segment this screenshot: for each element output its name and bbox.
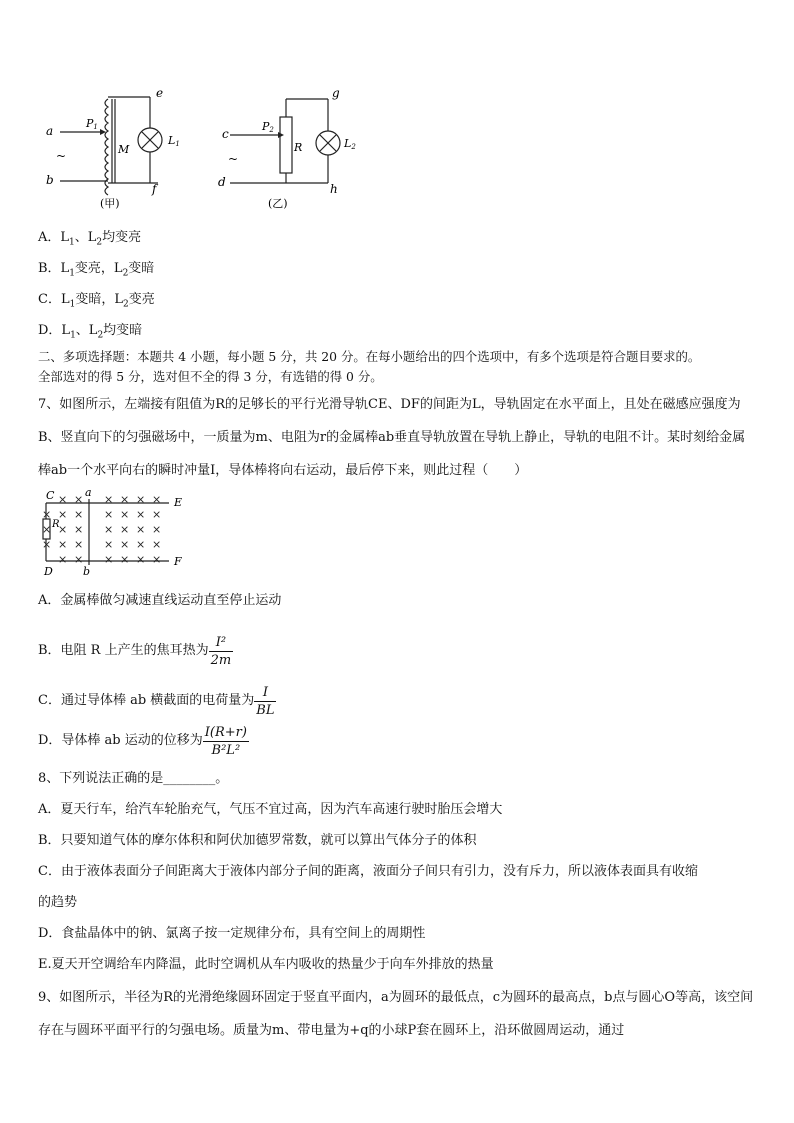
circuit-yi: [230, 99, 340, 183]
label-d: D: [44, 565, 53, 578]
q7-option-b: B．电阻 R 上产生的焦耳热为 $\frac{\text{I²}}{2m}$: [38, 634, 232, 668]
ac-symbol-2: ~: [228, 152, 239, 166]
field-cross: ×: [104, 523, 114, 536]
label-p1: P1: [86, 117, 98, 131]
section2-line1: 二、多项选择题：本题共 4 小题，每小题 5 分，共 20 分。在每小题给出的四个选项中，有多个选项是符合题目要求的。: [38, 349, 701, 364]
terminal-g: g: [332, 86, 340, 100]
magnetic-field-crosses: [42, 493, 161, 566]
field-cross: ×: [104, 553, 114, 566]
q6-option-d: D．$L_1$、$L_2$均变暗: [38, 323, 143, 341]
q7-option-a: A．金属棒做匀减速直线运动直至停止运动: [38, 593, 282, 608]
field-cross: ×: [120, 508, 130, 521]
terminal-f: f: [152, 182, 157, 196]
label-b: b: [83, 565, 91, 578]
field-cross: ×: [104, 508, 114, 521]
field-cross: ×: [152, 493, 162, 506]
terminal-h: h: [330, 182, 338, 196]
field-cross: ×: [58, 523, 68, 536]
q8-option-b: B．只要知道气体的摩尔体积和阿伏加德罗常数，就可以算出气体分子的体积: [38, 833, 477, 848]
field-cross: ×: [58, 538, 68, 551]
label-l1: L1: [168, 134, 180, 148]
field-cross: ×: [120, 523, 130, 536]
terminal-c: c: [222, 127, 229, 141]
field-cross: ×: [58, 553, 68, 566]
field-cross: ×: [42, 523, 52, 536]
q8-option-d: D．食盐晶体中的钠、氯离子按一定规律分布，具有空间上的周期性: [38, 926, 426, 941]
field-cross: ×: [136, 508, 146, 521]
q8-option-a: A．夏天行车，给汽车轮胎充气，气压不宜过高，因为汽车高速行驶时胎压会增大: [38, 802, 503, 817]
terminal-a: a: [46, 124, 54, 138]
field-cross: ×: [74, 553, 84, 566]
field-cross: ×: [136, 523, 146, 536]
field-cross: ×: [120, 493, 130, 506]
q6-option-b: B．$L_1$变亮，$L_2$变暗: [38, 261, 155, 279]
label-m: M: [118, 143, 130, 156]
caption-yi: (乙): [268, 197, 288, 210]
label-e: E: [174, 496, 183, 509]
terminal-b: b: [46, 173, 54, 187]
caption-jia: (甲): [100, 197, 120, 210]
field-cross: ×: [152, 538, 162, 551]
field-cross: ×: [104, 538, 114, 551]
q6-option-a: A．$L_1$、$L_2$均变亮: [38, 230, 142, 248]
transformer-circuits-figure: [30, 85, 370, 215]
rail-magnetic-field-figure: [34, 485, 194, 580]
field-cross: ×: [152, 523, 162, 536]
field-cross: ×: [104, 493, 114, 506]
q8-option-e: E.夏天开空调给车内降温，此时空调机从车内吸收的热量少于向车外排放的热量: [38, 957, 494, 972]
field-cross: ×: [120, 538, 130, 551]
label-p2: P2: [262, 120, 274, 134]
terminal-d: d: [218, 175, 226, 189]
field-cross: ×: [58, 493, 68, 506]
field-cross: ×: [152, 508, 162, 521]
label-r: R: [52, 519, 60, 530]
q7-stem: 7、如图所示，左端接有阻值为R的足够长的平行光滑导轨CE、DF的间距为L，导轨固定在水平面上，且处在磁感应强度为B、竖直向下的匀强磁场中，一质量为m、电阻为r的金属棒ab垂直导轨放置在导轨上静止，导轨的电阻不计。某时刻给金属棒ab一个水平向右的瞬时冲量I，导体棒将向右运动，最后停下来，则此过程（ ）: [38, 397, 746, 478]
q9-stem: 9、如图所示，半径为R的光滑绝缘圆环固定于竖直平面内，a为圆环的最低点，c为圆环的最高点，b点与圆心O等高，该空间存在与圆环平面平行的匀强电场。质量为m、带电量为+q的小球P套在圆环上，沿环做圆周运动，通过: [38, 990, 754, 1038]
fraction-displacement: $\frac{I(R+r)}{\text{B²L²}}$: [204, 724, 247, 758]
field-cross: ×: [74, 538, 84, 551]
field-cross: ×: [136, 553, 146, 566]
circuit-jia: [60, 97, 162, 195]
q7-option-d: D．导体棒 ab 运动的位移为 $\frac{I(R+r)}{\text{B²L²}}$: [38, 724, 247, 758]
q7-option-c: C．通过导体棒 ab 横截面的电荷量为 $\frac{I}{BL}$: [38, 684, 275, 718]
label-c: C: [46, 489, 55, 502]
field-cross: ×: [152, 553, 162, 566]
field-cross: ×: [42, 538, 52, 551]
terminal-e: e: [156, 86, 164, 100]
field-cross: ×: [42, 508, 52, 521]
section2-line2: 全部选对的得 5 分，选对但不全的得 3 分，有选错的得 0 分。: [38, 369, 383, 384]
field-cross: ×: [74, 523, 84, 536]
q8-option-c-cont: 的趋势: [38, 895, 78, 910]
field-cross: ×: [74, 493, 84, 506]
q8-option-c: C．由于液体表面分子间距离大于液体内部分子间的距离，液面分子间只有引力，没有斥力，所以液体表面具有收缩: [38, 864, 698, 879]
fraction-charge: $\frac{I}{BL}$: [256, 684, 275, 718]
label-l2: L2: [344, 137, 356, 151]
field-cross: ×: [136, 538, 146, 551]
field-cross: ×: [58, 508, 68, 521]
field-cross: ×: [136, 493, 146, 506]
label-a: a: [85, 486, 92, 499]
label-r: R: [294, 141, 303, 154]
q6-option-c: C．$L_1$变暗，$L_2$变亮: [38, 292, 155, 310]
label-f: F: [174, 555, 182, 568]
fraction-joule-heat: $\frac{\text{I²}}{2m}$: [210, 634, 232, 668]
field-cross: ×: [74, 508, 84, 521]
field-cross: ×: [120, 553, 130, 566]
ac-symbol: ~: [56, 149, 67, 163]
q8-stem: 8、下列说法正确的是________。: [38, 771, 229, 786]
